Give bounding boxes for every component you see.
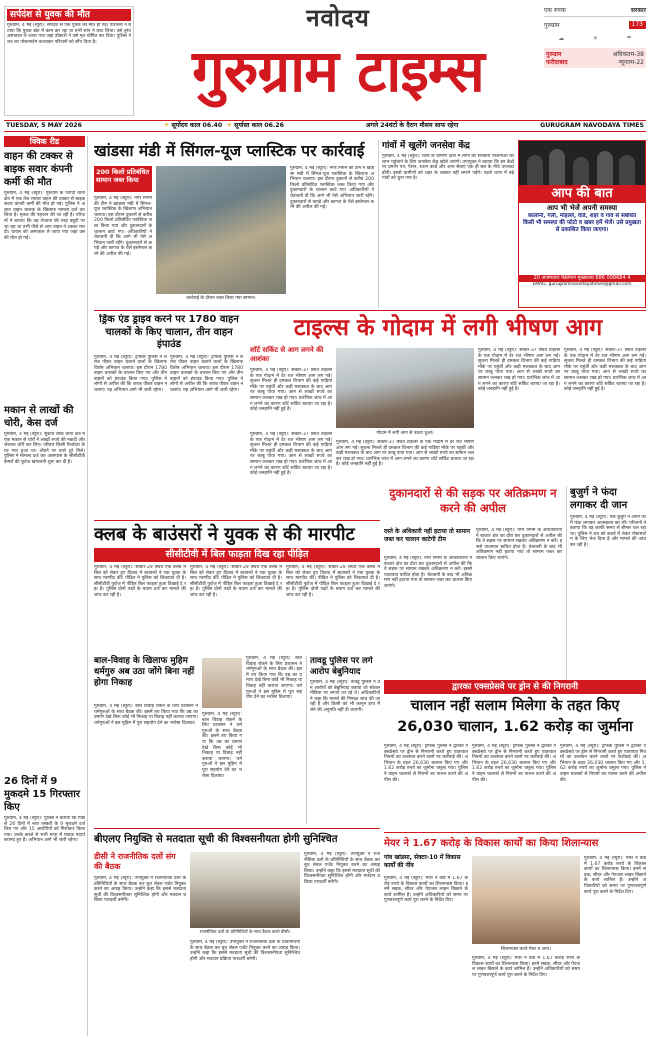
quick-read-section: क्विक रीड — [4, 136, 85, 147]
sun-icon: ☀ — [592, 35, 598, 42]
mayor-headline: मेयर ने 1.67 करोड़ के विकास कार्यों का किया शिलान्यास — [384, 838, 599, 849]
date: TUESDAY, 5 MAY 2026 — [6, 122, 82, 129]
quick-read-headline-1: वाहन की टक्कर से बाइक सवार कंपनी कर्मी की मौत — [4, 151, 73, 188]
challan-headline: ड्रिंक एंड ड्राइव करने पर 1780 वाहन चालकों के किए चालान, तीन वाहन इंपाउंड — [99, 314, 239, 350]
aap-email: EMAIL: gurugramnavodayatimes@gmail.com — [532, 282, 632, 287]
hang-story — [566, 486, 646, 686]
tagline: अगले 24घंटों के दैरान मौसम साफ रहेगा — [365, 122, 459, 129]
divider-1 — [94, 310, 646, 311]
shop-body-2: गुरुग्राम, 4 मई (ब्यूरो): नगर निगम के अधिकारियों ने बाजार क्षेत्र का दौरा कर दुकानदारों से अपील की कि वे सड़क पर सामान रखकर अतिक्रमण न करें। इससे यातायात बाधित होता है। चेतावनी के बाद भी अतिक्रमण नहीं हटाया गया तो सामान जब्त कर चालान किए जाएंगे। — [476, 528, 562, 561]
aap-ki-baat-box — [518, 140, 646, 308]
mayor-body-3: गुरुग्राम, 4 मई (ब्यूरो): मेयर ने वार्ड में 1.67 करोड़ रुपये के विकास कार्यों का शिलान्यास किया। इनमें सड़क, सीवर और पेयजल लाइन बिछाने के कार्य शामिल हैं। उन्होंने अधिकारियों को समय पर गुणवत्तापूर्ण कार्य पूरा करने के निर्देश दिए। — [584, 856, 646, 895]
drone-body-3: गुरुग्राम, 4 मई (ब्यूरो): ट्रैफिक पुलिस ने द्वारका एक्सप्रेसवे पर ड्रोन से निगरानी करते हुए यातायात नियमों का उल्लंघन करने वालों पर कार्रवाई की। अभियान के तहत 26,030 चालान किए गए और 1.62 करोड़ रुपये का जुर्माना वसूला गया। पुलिस ने वाहन चालकों से नियमों का पालन करने की अपील की। — [560, 744, 646, 783]
lead-headline: खांडसा मंडी में सिंगल-यूज प्लास्टिक पर कार्रवाई — [94, 142, 365, 160]
drop-icon: ☂ — [626, 35, 632, 42]
masthead-small: नवोदय — [306, 4, 370, 32]
divider-2 — [94, 520, 380, 521]
fire-headline: टाइल्स के गोदाम में लगी भीषण आग — [293, 315, 603, 341]
drone-headline: चालान नहीं सलाम मिलेगा के तहत किए 26,030 चालान, 1.62 करोड़ का जुर्माना — [397, 698, 633, 735]
marriage-body-3: गुरुग्राम, 4 मई (ब्यूरो): बाल विवाह रोकने के लिए प्रशासन ने धर्मगुरुओं के साथ बैठक की। इसमें तय किया गया कि उम्र का प्रमाण देखे बिना कोई भी निकाह या विवाह नहीं कराया जाएगा। धर्मगुरुओं ने इस मुहिम में पूरा सहयोग देने का भरोसा दिलाया। — [202, 712, 242, 779]
mayor-body-1: गुरुग्राम, 4 मई (ब्यूरो): मेयर ने वार्ड में 1.67 करोड़ रुपये के विकास कार्यों का शिलान्यास किया। इनमें सड़क, सीवर और पेयजल लाइन बिछाने के कार्य शामिल हैं। उन्होंने अधिकारियों को समय पर गुणवत्तापूर्ण कार्य पूरा करने के निर्देश दिए। — [384, 876, 468, 904]
club-banner: सीसीटीवी में बिल फाड़ता दिख रहा पीड़ित — [94, 548, 380, 562]
mayor-caption: शिलान्यास करते मेयर व अन्य। — [501, 947, 551, 952]
marriage-body-2: गुरुग्राम, 4 मई (ब्यूरो): बाल विवाह रोकने के लिए प्रशासन ने धर्मगुरुओं के साथ बैठक की। इसमें तय किया गया कि उम्र का प्रमाण देखे बिना कोई भी निकाह या विवाह नहीं कराया जाएगा। धर्मगुरुओं ने इस मुहिम में पूरा सहयोग देने का भरोसा दिलाया। — [246, 656, 302, 701]
club-body-1: गुरुग्राम, 4 मई (ब्यूरो): सेक्टर-29 स्थित एक क्लब में बिल को लेकर हुए विवाद में बाउंसरों ने एक युवक के साथ मारपीट की। पीड़ित ने पुलिस को शिकायत दी है। सीसीटीवी फुटेज में पीड़ित बिल फाड़ता हुआ दिखाई दे रहा है। पुलिस दोनों पक्षों के बयान दर्ज कर मामले की जांच कर रही है। — [94, 565, 186, 598]
club-headline: क्लब के बाउंसरों ने युवक से की मारपीट — [94, 524, 355, 545]
drone-body-1: गुरुग्राम, 4 मई (ब्यूरो): ट्रैफिक पुलिस ने द्वारका एक्सप्रेसवे पर ड्रोन से निगरानी करते हुए यातायात नियमों का उल्लंघन करने वालों पर कार्रवाई की। अभियान के तहत 26,030 चालान किए गए और 1.62 करोड़ रुपये का जुर्माना वसूला गया। पुलिस ने वाहन चालकों से नियमों का पालन करने की अपील की। — [384, 744, 468, 783]
bla-photo — [190, 852, 300, 928]
lead-photo — [156, 166, 286, 294]
mayor-photo — [472, 856, 580, 944]
shop-body-1: गुरुग्राम, 4 मई (ब्यूरो): नगर निगम के अधिकारियों ने बाजार क्षेत्र का दौरा कर दुकानदारों से अपील की कि वे सड़क पर सामान रखकर अतिक्रमण न करें। इससे यातायात बाधित होता है। चेतावनी के बाद भी अतिक्रमण नहीं हटाया गया तो सामान जब्त कर चालान किए जाएंगे। — [384, 556, 472, 589]
top-left-headline: सर्पदंश से युवक की मौत — [7, 9, 131, 21]
fire-subheadline: शॉर्ट सर्किट से आग लगने की आशंका — [250, 346, 324, 363]
fire-body-5: गुरुग्राम, 4 मई (ब्यूरो): सेक्टर-37 स्थित टाइल्स के एक गोदाम में देर रात भीषण आग लग गई। सूचना मिलते ही दमकल विभाग की कई गाड़ियां मौके पर पहुंचीं और कड़ी मशक्कत के बाद आग पर काबू पाया गया। आग से लाखों रुपये का सामान जलकर राख हो गया। प्रारंभिक जांच में आग लगने का कारण शॉर्ट सर्किट बताया जा रहा है। कोई जनहानि नहीं हुई है। — [564, 348, 646, 393]
weather-row-2: फरीदाबाद न्यूनतम-22 — [546, 59, 644, 66]
quick-read-body-1: गुरुग्राम, 4 मई (ब्यूरो): गुरुग्राम के पटौदी थाना क्षेत्र में एक तेज रफ्तार वाहन की टक्कर से बाइक सवार कंपनी कर्मी की मौत हो गई। पुलिस ने अज्ञात वाहन चालक के खिलाफ मामला दर्ज कर लिया है। मृतक की पहचान की जा रही है। परिजनों ने बताया कि वह रोजाना की तरह ड्यूटी पर जा रहा था तभी पीछे से आए वाहन ने टक्कर मार दी। घायल को अस्पताल ले जाया गया जहां उसकी मौत हो गई। — [4, 191, 85, 241]
challan-story — [94, 314, 244, 536]
fire-body-3: गुरुग्राम, 4 मई (ब्यूरो): सेक्टर-37 स्थित टाइल्स के एक गोदाम में देर रात भीषण आग लग गई। सूचना मिलते ही दमकल विभाग की कई गाड़ियां मौके पर पहुंचीं और कड़ी मशक्कत के बाद आग पर काबू पाया गया। आग से लाखों रुपये का सामान जलकर राख हो गया। प्रारंभिक जांच में आग लगने का कारण शॉर्ट सर्किट बताया जा रहा है। कोई जनहानि नहीं हुई है। — [336, 440, 474, 468]
quick-read-body-3: गुरुग्राम, 4 मई (ब्यूरो): पुलिस ने बताया कि पिछले 26 दिनों में नशा तस्करी के 9 मुकदमे दर्ज किए गए और 15 आरोपियों को गिरफ्तार किया गया। उनके कब्जे से भारी मात्रा में मादक पदार्थ बरामद हुए हैं। अभियान आगे भी जारी रहेगा। — [4, 816, 85, 844]
aap-crowd-illustration — [519, 141, 645, 185]
divider-3 — [94, 828, 380, 829]
police-story — [306, 656, 380, 824]
edition-number: 173 — [629, 21, 646, 29]
edition-box — [544, 6, 646, 116]
police-headline: तावडू पुलिस पर लगे आरोप बेबुनियाद — [310, 656, 373, 677]
mayor-body-2: गुरुग्राम, 4 मई (ब्यूरो): मेयर ने वार्ड में 1.67 करोड़ रुपये के विकास कार्यों का शिलान्यास किया। इनमें सड़क, सीवर और पेयजल लाइन बिछाने के कार्य शामिल हैं। उन्होंने अधिकारियों को समय पर गुणवत्तापूर्ण कार्य पूरा करने के निर्देश दिए। — [472, 956, 580, 978]
hang-body: गुरुग्राम, 4 मई (ब्यूरो): एक बुजुर्ग ने अपने घर में फंदा लगाकर आत्महत्या कर ली। परिजनों ने बताया कि वह काफी समय से बीमार चल रहा था। पुलिस ने शव को कब्जे में लेकर पोस्टमार्टम के लिए भेज दिया है और मामले की जांच कर रही है। — [570, 515, 646, 548]
challan-body-1: गुरुग्राम, 4 मई (ब्यूरो): ट्रैफिक पुलिस ने शराब पीकर वाहन चलाने वालों के खिलाफ विशेष अभियान चलाया। इस दौरान 1780 वाहन चालकों के चालान किए गए और तीन वाहनों को इंपाउंड किया गया। पुलिस ने लोगों से अपील की कि शराब पीकर वाहन न चलाएं। यह अभियान आगे भी जारी रहेगा। — [94, 354, 167, 394]
price-label: एक रुपया — [544, 7, 566, 14]
shop-subheadline: दस्ते के अधिकारी नहीं हटाया तो सामान जब्त कर चालान काटेगी टीम — [384, 528, 471, 543]
village-body: गुरुग्राम, 4 मई (ब्यूरो): जिले के ग्रामीण क्षेत्रों में लोगों को सरकारी योजनाओं का लाभ पहुंचाने के लिए जनसेवा केंद्र खोले जाएंगे। उपायुक्त ने बताया कि इन केंद्रों पर प्रमाण पत्र, पेंशन, राशन कार्ड और अन्य सेवाएं एक ही छत के नीचे उपलब्ध होंगी। इससे ग्रामीणों को शहर के चक्कर नहीं लगाने पड़ेंगे। पहले चरण में बड़े गांवों को चुना गया है। — [382, 154, 514, 182]
club-body-2: गुरुग्राम, 4 मई (ब्यूरो): सेक्टर-29 स्थित एक क्लब में बिल को लेकर हुए विवाद में बाउंसरों ने एक युवक के साथ मारपीट की। पीड़ित ने पुलिस को शिकायत दी है। सीसीटीवी फुटेज में पीड़ित बिल फाड़ता हुआ दिखाई दे रहा है। पुलिस दोनों पक्षों के बयान दर्ज कर मामले की जांच कर रही है। — [190, 565, 282, 598]
drone-banner: द्वारका एक्सप्रेसवे पर ड्रोन से की निगरानी — [384, 680, 646, 694]
masthead-title: गुरुग्राम टाइम्स — [192, 37, 484, 105]
sunrise-icon: ☀ — [163, 122, 170, 129]
edition-page: गुरुग्राम — [544, 22, 560, 29]
bla-subheadline: डीसी ने राजनीतिक दलों संग की बैठक — [94, 852, 176, 871]
challan-body-2: गुरुग्राम, 4 मई (ब्यूरो): ट्रैफिक पुलिस ने शराब पीकर वाहन चलाने वालों के खिलाफ विशेष अभियान चलाया। इस दौरान 1780 वाहन चालकों के चालान किए गए और तीन वाहनों को इंपाउंड किया गया। पुलिस ने लोगों से अपील की कि शराब पीकर वाहन न चलाएं। यह अभियान आगे भी जारी रहेगा। — [170, 354, 243, 394]
mayor-subheadline: गांव खांडसा, सेक्टर-10 में विकास कार्यों की नींव — [384, 854, 461, 869]
hang-headline: बुजुर्ग ने फंदा लगाकर दी जान — [570, 487, 628, 511]
dateline: TUESDAY, 5 MAY 2026 ☀ सूर्योदय काल 06.40 ☀ सूर्यास्त काल 06.26 अगले 24घंटों के दैरान मौसम साफ रहेगा GURUGRAM NAVODAYA TIMES — [4, 120, 646, 132]
drone-body-2: गुरुग्राम, 4 मई (ब्यूरो): ट्रैफिक पुलिस ने द्वारका एक्सप्रेसवे पर ड्रोन से निगरानी करते हुए यातायात नियमों का उल्लंघन करने वालों पर कार्रवाई की। अभियान के तहत 26,030 चालान किए गए और 1.62 करोड़ रुपये का जुर्माना वसूला गया। पुलिस ने वाहन चालकों से नियमों का पालन करने की अपील की। — [472, 744, 556, 783]
quick-read-column — [4, 136, 88, 1036]
bla-body-1: गुरुग्राम, 4 मई (ब्यूरो): उपायुक्त ने राजनीतिक दलों के प्रतिनिधियों के साथ बैठक कर बूथ लेवल एजेंट नियुक्त करने का आग्रह किया। उन्होंने कहा कि इससे मतदाता सूची की विश्वसनीयता सुनिश्चित होगी और मतदान प्रक्रिया पारदर्शी बनेगी। — [94, 876, 186, 904]
shop-headline: दुकानदारों से की सड़क पर अतिक्रमण न करने की अपील — [389, 486, 557, 515]
aap-title: आप की बात — [519, 185, 645, 203]
bla-headline: बीएलए नियुक्ति से मतदाता सूची की विश्वसनीयता होगी सुनिश्चित — [94, 834, 338, 845]
weather-row-1: गुरुग्राम अधिकतम-38 — [546, 51, 644, 58]
lead-body-right: गुरुग्राम, 4 मई (ब्यूरो): नगर निगम की टीम ने खांडसा मंडी में सिंगल-यूज प्लास्टिक के खिलाफ अभियान चलाया। इस दौरान दुकानों से करीब 200 किलो प्रतिबंधित प्लास्टिक जब्त किया गया और दुकानदारों के चालान काटे गए। अधिकारियों ने चेतावनी दी कि आगे भी ऐसे अभियान जारी रहेंगे। दुकानदारों से कपड़े और कागज के थैले इस्तेमाल करने की अपील की गई। — [290, 166, 374, 211]
top-left-body: गुरुग्राम, 4 मई (ब्यूरो): सर्पदंश से एक युवक की मौत हो गई। परिजनों ने बताया कि युवक खेत में काम कर रहा था तभी सांप ने काट लिया। उसे तुरंत अस्पताल ले जाया गया जहां डॉक्टरों ने उसे मृत घोषित कर दिया। पुलिस ने शव का पोस्टमार्टम करवाकर परिजनों को सौंप दिया है। — [7, 23, 131, 45]
village-story — [378, 140, 514, 308]
marriage-body-1: गुरुग्राम, 4 मई (ब्यूरो): बाल विवाह रोकने के लिए प्रशासन ने धर्मगुरुओं के साथ बैठक की। इसमें तय किया गया कि उम्र का प्रमाण देखे बिना कोई भी निकाह या विवाह नहीं कराया जाएगा। धर्मगुरुओं ने इस मुहिम में पूरा सहयोग देने का भरोसा दिलाया। — [94, 704, 198, 726]
edition-label: सरकार — [630, 7, 646, 14]
bla-caption: राजनीतिक दलों के प्रतिनिधियों के साथ बैठक करते डीसी। — [199, 930, 291, 935]
village-headline: गांवों में खुलेंगे जनसेवा केंद्र — [382, 141, 470, 151]
lead-box-title: 200 किलो प्रतिबंधित सामान जब्त किया — [94, 166, 152, 192]
quick-read-headline-2: मकान से लाखों की चोरी, केस दर्ज — [4, 405, 74, 429]
fire-caption: गोदाम में लगी आग से उठता धुआं। — [376, 431, 434, 436]
lead-caption: कार्रवाई के दौरान जब्त किया गया सामान। — [186, 296, 256, 301]
sunset-icon: ☀ — [226, 122, 232, 129]
quick-read-body-2: गुरुग्राम, 4 मई (ब्यूरो): सुशांत लोक थाना क्षेत्र में एक मकान से चोरों ने लाखों रुपये की नकदी और जेवरात चोरी कर लिए। परिवार किसी रिश्तेदार के घर गया हुआ था। लौटने पर ताले टूटे मिले। पुलिस ने मामला दर्ज कर आसपास के सीसीटीवी कैमरों की फुटेज खंगालनी शुरू कर दी है। — [4, 432, 85, 465]
bla-body-3: गुरुग्राम, 4 मई (ब्यूरो): उपायुक्त ने राजनीतिक दलों के प्रतिनिधियों के साथ बैठक कर बूथ लेवल एजेंट नियुक्त करने का आग्रह किया। उन्होंने कहा कि इससे मतदाता सूची की विश्वसनीयता सुनिश्चित होगी और मतदान प्रक्रिया पारदर्शी बनेगी। — [304, 852, 380, 885]
cloud-icon: ☁ — [558, 35, 565, 42]
fire-body-2: गुरुग्राम, 4 मई (ब्यूरो): सेक्टर-37 स्थित टाइल्स के एक गोदाम में देर रात भीषण आग लग गई। सूचना मिलते ही दमकल विभाग की कई गाड़ियां मौके पर पहुंचीं और कड़ी मशक्कत के बाद आग पर काबू पाया गया। आग से लाखों रुपये का सामान जलकर राख हो गया। प्रारंभिक जांच में आग लगने का कारण शॉर्ट सर्किट बताया जा रहा है। कोई जनहानि नहीं हुई है। — [250, 432, 332, 477]
top-left-story — [4, 6, 134, 116]
paper-name: GURUGRAM NAVODAYA TIMES — [540, 122, 644, 129]
aap-footer: 20 अजमतारा फैलिशन मुख्यालय 886 008684 4 — [519, 275, 645, 282]
lead-body-left: गुरुग्राम, 4 मई (ब्यूरो): नगर निगम की टीम ने खांडसा मंडी में सिंगल-यूज प्लास्टिक के खिलाफ अभियान चलाया। इस दौरान दुकानों से करीब 200 किलो प्रतिबंधित प्लास्टिक जब्त किया गया और दुकानदारों के चालान काटे गए। अधिकारियों ने चेतावनी दी कि आगे भी ऐसे अभियान जारी रहेंगे। दुकानदारों से कपड़े और कागज के थैले इस्तेमाल करने की अपील की गई। — [94, 196, 152, 257]
fire-photo — [336, 348, 474, 428]
quick-read-headline-3: 26 दिनों में 9 मुकदमे 15 गिरफ्तार किए — [4, 776, 80, 813]
police-body: गुरुग्राम, 4 मई (ब्यूरो): तावडू पुलिस ने उन आरोपों को बेबुनियाद बताया जो सोशल मीडिया पर लगाए जा रहे थे। अधिकारियों ने कहा कि मामले की निष्पक्ष जांच की जा रही है और किसी को भी कानून हाथ में लेने की अनुमति नहीं दी जाएगी। — [310, 680, 380, 713]
marriage-headline: बाल-विवाह के खिलाफ मुहिम धर्मगुरु अब उठा जोंगे बिना नहीं होगा निकाह — [94, 656, 195, 688]
divider-4 — [384, 832, 646, 833]
club-body-3: गुरुग्राम, 4 मई (ब्यूरो): सेक्टर-29 स्थित एक क्लब में बिल को लेकर हुए विवाद में बाउंसरों ने एक युवक के साथ मारपीट की। पीड़ित ने पुलिस को शिकायत दी है। सीसीटीवी फुटेज में पीड़ित बिल फाड़ता हुआ दिखाई दे रहा है। पुलिस दोनों पक्षों के बयान दर्ज कर मामले की जांच कर रही है। — [286, 565, 380, 598]
masthead — [138, 4, 538, 116]
fire-body-1: गुरुग्राम, 4 मई (ब्यूरो): सेक्टर-37 स्थित टाइल्स के एक गोदाम में देर रात भीषण आग लग गई। सूचना मिलते ही दमकल विभाग की कई गाड़ियां मौके पर पहुंचीं और कड़ी मशक्कत के बाद आग पर काबू पाया गया। आग से लाखों रुपये का सामान जलकर राख हो गया। प्रारंभिक जांच में आग लगने का कारण शॉर्ट सर्किट बताया जा रहा है। कोई जनहानि नहीं हुई है। — [250, 368, 332, 413]
aap-subtitle: आप भी भेजें अपनी समस्या — [546, 204, 618, 212]
bla-body-2: गुरुग्राम, 4 मई (ब्यूरो): उपायुक्त ने राजनीतिक दलों के प्रतिनिधियों के साथ बैठक कर बूथ लेवल एजेंट नियुक्त करने का आग्रह किया। उन्होंने कहा कि इससे मतदाता सूची की विश्वसनीयता सुनिश्चित होगी और मतदान प्रक्रिया पारदर्शी बनेगी। — [190, 940, 300, 962]
aap-body: कालोनी, गली, मोहल्ले, वार्ड, शहर व गांव से संबंधित किसी भी समस्या की फोटो व खबर हमें भेजें। उसे प्रमुखता से प्रकाशित किया जाएगा। — [523, 213, 641, 233]
marriage-photo — [202, 658, 242, 708]
fire-body-4: गुरुग्राम, 4 मई (ब्यूरो): सेक्टर-37 स्थित टाइल्स के एक गोदाम में देर रात भीषण आग लग गई। सूचना मिलते ही दमकल विभाग की कई गाड़ियां मौके पर पहुंचीं और कड़ी मशक्कत के बाद आग पर काबू पाया गया। आग से लाखों रुपये का सामान जलकर राख हो गया। प्रारंभिक जांच में आग लगने का कारण शॉर्ट सर्किट बताया जा रहा है। कोई जनहानि नहीं हुई है। — [478, 348, 560, 393]
